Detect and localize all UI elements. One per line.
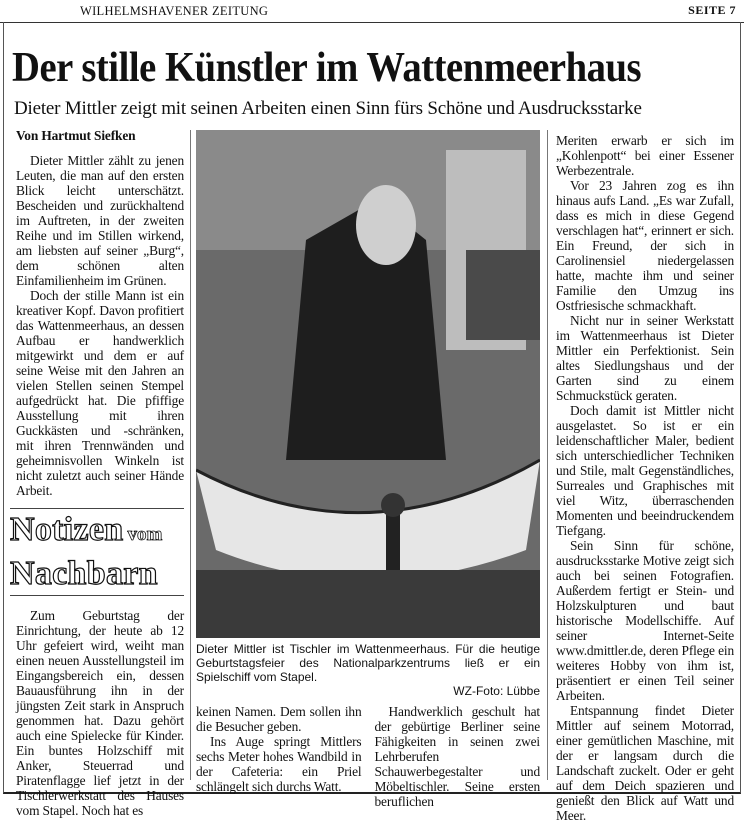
sidebar-title-line2: Nachbarn bbox=[10, 555, 158, 592]
paragraph: Ins Auge springt Mittlers sechs Meter hohes Wandbild in der Cafeteria: ein Priel schlängelt sich durchs Watt. bbox=[196, 734, 362, 794]
bottom-columns bbox=[196, 704, 540, 809]
paragraph: Zum Geburtstag der Einrichtung, der heute ab 12 Uhr gefeiert wird, weiht man einen neuen Ausstellungsteil im Eingangsbereich ein, dessen Bauausführung ihn in der jüngsten Zeit stark in Anspruch genommen hat. Dazu gehört auch eine Spielecke für Kinder. Ein buntes Holzschiff mit Anker, Steuerrad und Piratenflagge lief jetzt in der Tischlerwerkstatt des Hauses vom Stapel. Noch hat es bbox=[16, 608, 184, 818]
article-subtitle: Dieter Mittler zeigt mit seinen Arbeiten einen Sinn fürs Schöne und Ausdrucksstarke bbox=[14, 98, 642, 119]
column-2a bbox=[196, 704, 362, 809]
paragraph: Nicht nur in seiner Werkstatt im Wattenmeerhaus ist Dieter Mittler ein Perfektionist. Sein altes Siedlungshaus und der Garten sind zu einem Schmuckstück geraten. bbox=[556, 313, 734, 403]
column-1 bbox=[16, 128, 184, 498]
column-divider bbox=[547, 130, 548, 780]
paragraph: Dieter Mittler zählt zu jenen Leuten, die man auf den ersten Blick leicht unterschätzt. Bescheiden und zurückhaltend im Auftreten, in der zweiten Reihe und im Stillen wirkend, am liebsten auf seiner „Burg“, dem schönen alten Einfamilienheim im Grünen. bbox=[16, 153, 184, 288]
column-3 bbox=[556, 133, 734, 823]
paragraph: Vor 23 Jahren zog es ihn hinaus aufs Land. „Es war Zufall, dass es mich in diese Gegend verschlagen hat“, erinnert er sich. Ein Freund, der sich in Carolinensiel niedergelassen hatte, machte ihm und seiner Familie den Umzug ins Ostfriesische schmackhaft. bbox=[556, 178, 734, 313]
photo-credit: WZ-Foto: Lübbe bbox=[453, 684, 540, 698]
photo-illustration bbox=[196, 130, 540, 638]
photo-caption bbox=[196, 642, 540, 698]
article-photo bbox=[196, 130, 540, 638]
newspaper-name: WILHELMSHAVENER ZEITUNG bbox=[80, 4, 269, 18]
page-header bbox=[0, 0, 744, 23]
paragraph: Meriten erwarb er sich im „Kohlenpott“ bei einer Essener Werbezentrale. bbox=[556, 133, 734, 178]
sidebar-heading-box bbox=[10, 508, 184, 596]
sidebar-title-small: vom bbox=[127, 524, 163, 545]
paragraph: keinen Namen. Dem sollen ihn die Besucher geben. bbox=[196, 704, 362, 734]
page-number: SEITE 7 bbox=[688, 3, 736, 17]
center-column bbox=[196, 130, 540, 809]
column-2b bbox=[375, 704, 541, 809]
caption-text: Dieter Mittler ist Tischler im Wattenmeerhaus. Für die heutige Geburtstagsfeier des Nationalparkzentrums ließ er ein Spielschiff vom Stapel. bbox=[196, 642, 540, 684]
article-title: Der stille Künstler im Wattenmeerhaus bbox=[12, 45, 642, 91]
paragraph: Sein Sinn für schöne, ausdrucksstarke Motive zeigt sich auch bei seinen Fotografien. Außerdem fertigt er Stein- und Holzskulpturen und baut historische Modellschiffe. Auf seiner Internet-Seite www.dmittler.de, deren Pflege ein weiteres Hobby von ihm ist, präsentiert er einen Teil seiner Arbeiten. bbox=[556, 538, 734, 703]
sidebar-title-line1: Notizen bbox=[10, 511, 124, 548]
paragraph: Entspannung findet Dieter Mittler auf seinem Motorrad, einer gemütlichen Maschine, mit der er langsam durch die Landschaft zuckelt. Oder er geht auf dem Deich spazieren und genießt den Blick auf Watt und Meer. bbox=[556, 703, 734, 823]
column-divider bbox=[190, 130, 191, 780]
byline: Von Hartmut Siefken bbox=[16, 128, 136, 143]
paragraph: Doch der stille Mann ist ein kreativer Kopf. Davon profitiert das Wattenmeerhaus, an dessen Aufbau er handwerklich mitgewirkt und dem er auf seine Weise mit den Jahren an vielen Stellen seinen Stempel aufgedrückt hat. Die pfiffige Ausstellung mit ihren Guckkästen und -schränken, mit ihren Trennwänden und geheimnisvollen Winkeln ist nicht zuletzt auch seiner Hände Arbeit. bbox=[16, 288, 184, 498]
paragraph: Doch damit ist Mittler nicht ausgelastet. So ist er ein leidenschaftlicher Maler, bedient sich unterschiedlicher Techniken und Stile, malt Gegenständliches, Surreales und Graphisches mit viel Witz, überraschenden Momenten und beeindruckendem Tiefgang. bbox=[556, 403, 734, 538]
paragraph: Handwerklich geschult hat der gebürtige Berliner seine Fähigkeiten in seinen zwei Lehrberufen Schauwerbegestalter und Möbeltischler. Seine ersten beruflichen bbox=[374, 704, 540, 809]
sidebar-text bbox=[16, 608, 184, 818]
left-column bbox=[10, 128, 184, 818]
